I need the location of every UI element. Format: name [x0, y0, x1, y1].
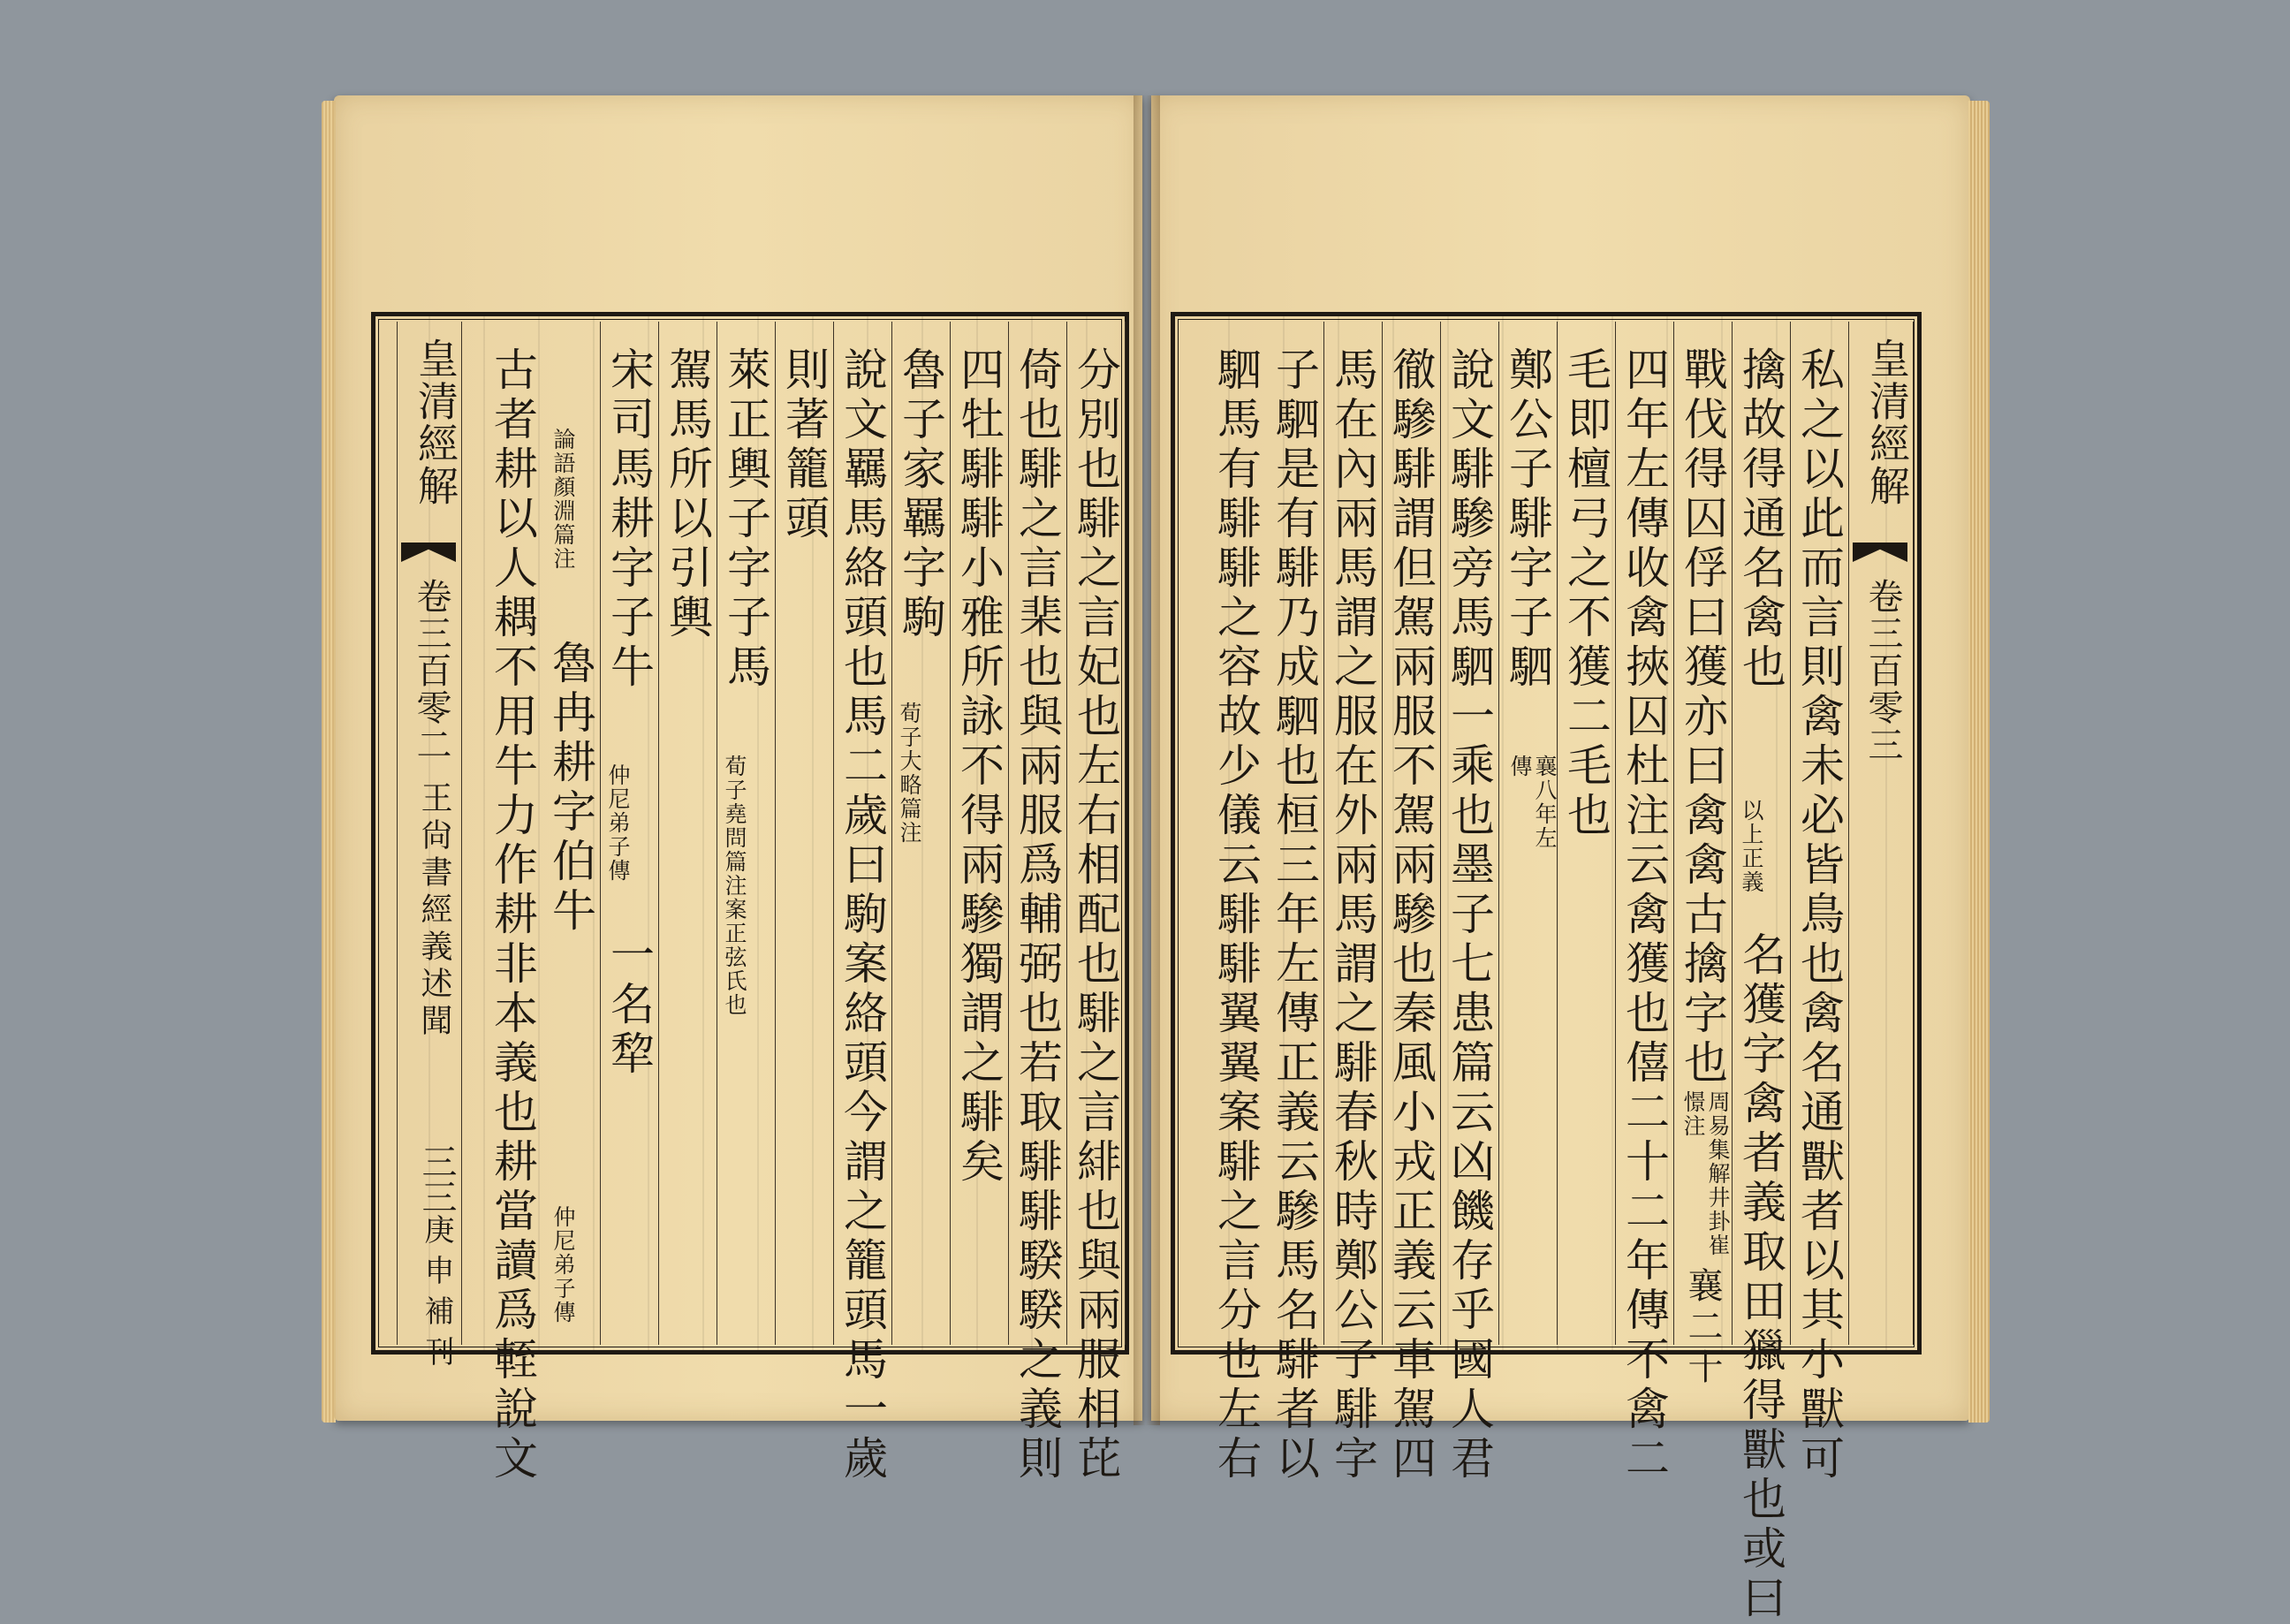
- column-text: 徹驂騑謂但駕兩服不駕兩驂也秦風小戎正義云車駕四: [1385, 346, 1437, 1484]
- text-column: [891, 322, 951, 1345]
- text-column: [1382, 322, 1441, 1484]
- text-column: [775, 322, 834, 1345]
- column-text: 說文羈馬絡頭也馬二歲曰駒案絡頭今謂之籠頭馬一歲: [837, 346, 888, 1484]
- text-column: [1790, 322, 1849, 1484]
- column-text: 戰伐得囚俘曰獲亦曰禽禽古擒字也: [1677, 346, 1728, 1089]
- text-column: [1440, 322, 1499, 1484]
- text-column: [1557, 322, 1616, 1345]
- fishtail-mark: [401, 543, 456, 562]
- column-text: 倚也騑之言棐也與兩服爲輔弼也若取騑騑騤騤之義則: [1012, 346, 1063, 1484]
- annotation-note: 仲尼弟子傳: [605, 763, 631, 883]
- text-column: [1207, 322, 1265, 1484]
- text-column: [542, 322, 601, 1345]
- annotation-note: 周易集解井卦崔憬注: [1680, 1090, 1731, 1257]
- center-column: [397, 322, 462, 1377]
- column-text: 子駟是有騑乃成駟也桓三年左傳正義云驂馬名騑者以: [1269, 346, 1320, 1484]
- column-text: 名獲字禽者義取田獵得獸也或曰: [1735, 931, 1786, 1624]
- right-page: [1151, 95, 1970, 1624]
- column-text: 一名犂: [603, 931, 655, 1080]
- center-column: [1848, 322, 1914, 1345]
- column-text: 魯子家羈字駒: [895, 346, 946, 643]
- book-gutter: [1134, 95, 1160, 1425]
- column-text: 襄二十: [1682, 1267, 1723, 1389]
- page-number: 三三: [416, 1143, 457, 1214]
- annotation-note: 荀子堯問篇注案正弦氏也: [722, 755, 747, 1017]
- column-text: 駕馬所以引輿: [662, 346, 713, 643]
- column-text: 宋司馬耕字子牛: [603, 346, 655, 693]
- text-column: [1265, 322, 1324, 1484]
- text-column: [658, 322, 717, 1345]
- text-column: [1066, 322, 1126, 1484]
- left-page: [334, 95, 1142, 1484]
- text-column: [1673, 322, 1733, 1389]
- book-title: 皇清經解: [412, 338, 459, 507]
- source-title: 王尙書經義述聞: [416, 781, 452, 1041]
- column-text: 四牡騑騑小雅所詠不得兩驂獨謂之騑矣: [953, 346, 1005, 1188]
- column-text: 鄭公子騑字子駟: [1502, 346, 1553, 693]
- text-column: [1498, 322, 1558, 1345]
- column-text: 駟馬有騑騑之容故少儀云騑騑翼翼案騑之言分也左右: [1210, 346, 1262, 1484]
- text-column: [483, 322, 542, 1484]
- edition-label: 庚申補刊: [419, 1214, 454, 1377]
- text-column: [1615, 322, 1674, 1484]
- annotation-note: 仲尼弟子傳: [550, 1205, 576, 1324]
- annotation-note: 荀子大略篇注: [897, 702, 922, 845]
- annotation-note: 論語顏淵篇注: [550, 428, 576, 571]
- left-page-frame: [371, 312, 1129, 1484]
- column-text: 古者耕以人耦不用牛力作耕非本義也耕當讀爲輊說文: [487, 346, 538, 1484]
- open-book: [334, 95, 1970, 1624]
- annotation-note: 以上正義: [1739, 799, 1764, 894]
- column-text: 則著籠頭: [778, 346, 830, 544]
- fishtail-mark: [1853, 543, 1907, 562]
- annotation-note: 襄八年左傳: [1507, 755, 1558, 850]
- text-column: [717, 322, 776, 1345]
- book-title: 皇清經解: [1863, 338, 1911, 507]
- column-text: 四年左傳收禽挾囚杜注云禽獲也僖二十二年傳不禽二: [1619, 346, 1670, 1484]
- chapter-label: 卷三百零三: [1862, 578, 1903, 763]
- text-column: [950, 322, 1009, 1345]
- column-text: 擒故得通名禽也: [1735, 346, 1786, 693]
- text-column: [833, 322, 892, 1484]
- text-column: [1323, 322, 1383, 1484]
- chapter-label: 卷三百零二: [411, 578, 451, 763]
- column-text: 毛即檀弓之不獲二毛也: [1560, 346, 1611, 841]
- column-text: 萊正輿子字子馬: [720, 346, 771, 693]
- text-column: [1732, 322, 1791, 1624]
- text-column: [1008, 322, 1067, 1484]
- column-text: 馬在內兩馬謂之服在外兩馬謂之騑春秋時鄭公子騑字: [1327, 346, 1378, 1484]
- column-text: 分別也騑之言妃也左右相配也騑之言緋也與兩服相芘: [1070, 346, 1121, 1484]
- column-text: 私之以此而言則禽未必皆鳥也禽名通獸者以其小獸可: [1793, 346, 1845, 1484]
- text-column: [600, 322, 659, 1345]
- column-text: 魯冉耕字伯牛: [545, 640, 596, 937]
- column-text: 說文騑驂旁馬駟一乘也墨子七患篇云凶饑存乎國人君: [1444, 346, 1495, 1484]
- right-page-frame: [1171, 312, 1922, 1624]
